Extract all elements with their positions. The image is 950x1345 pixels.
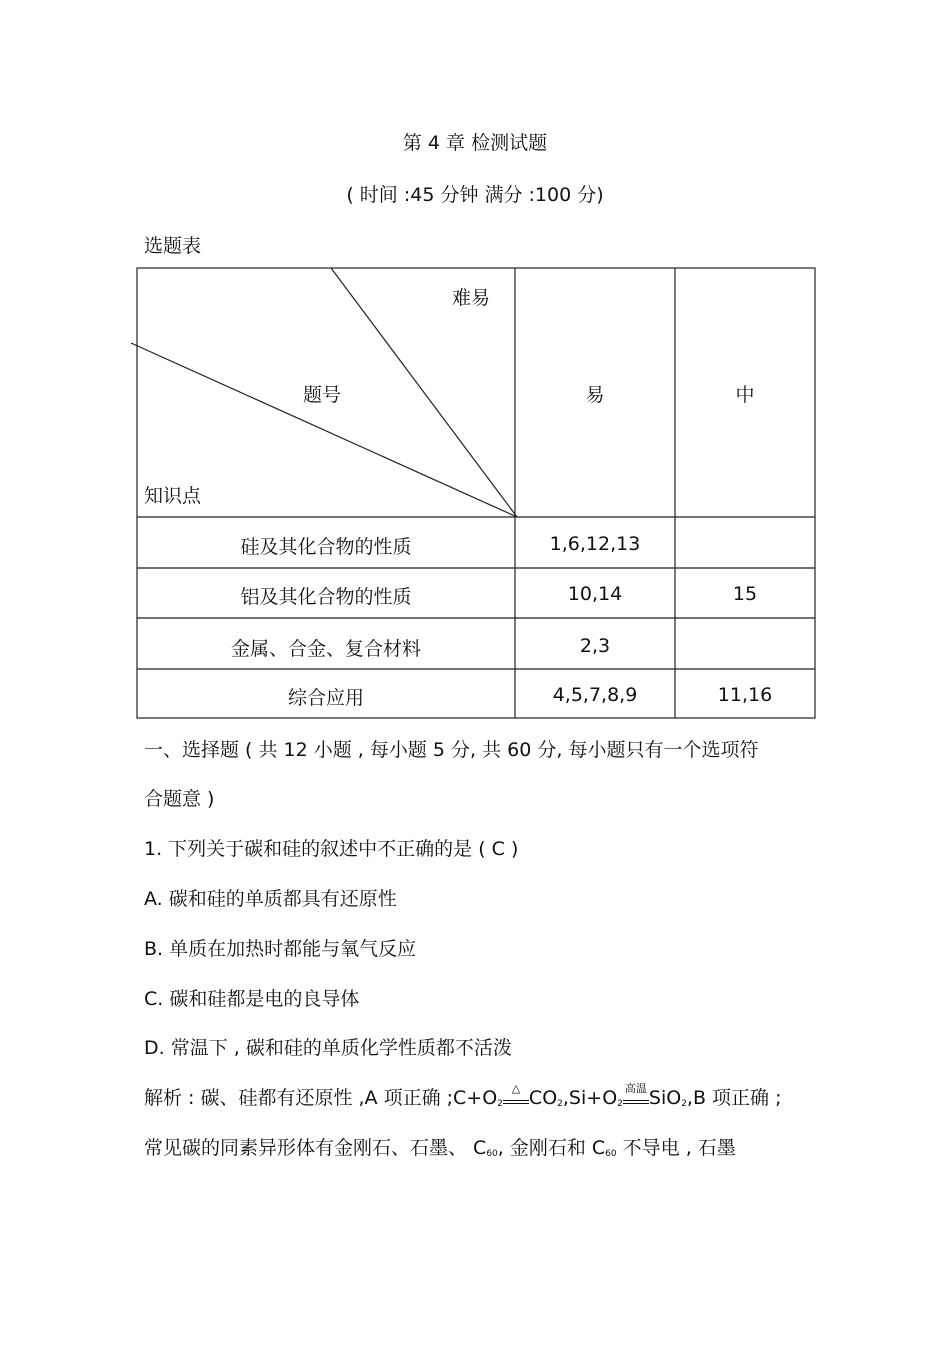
analysis-segment: SiO — [648, 1087, 682, 1109]
question-stem: 1. 下列关于碳和硅的叙述中不正确的是 ( C ) — [144, 838, 519, 860]
subscript: 2 — [557, 1099, 563, 1109]
analysis-segment: 解析 : 碳、硅都有还原性 ,A 项正确 ;C+O — [144, 1087, 498, 1109]
table-row-easy: 10,14 — [567, 583, 623, 605]
analysis-segment: 不导电 , 石墨 — [616, 1137, 736, 1159]
high-temp-label: 高温 — [624, 1081, 647, 1095]
column-header-easy: 易 — [585, 384, 605, 406]
corner-label-difficulty: 难易 — [452, 287, 491, 309]
section-heading: 一、选择题 ( 共 12 小题 , 每小题 5 分, 共 60 分, 每小题只有一个选项符 — [144, 739, 759, 761]
table-row-topic: 金属、合金、复合材料 — [230, 638, 421, 660]
analysis-text-continued — [144, 1133, 736, 1160]
table-row-topic: 铝及其化合物的性质 — [240, 586, 412, 608]
analysis-segment: , 金刚石和 C — [497, 1137, 606, 1159]
analysis-segment: ,Si+O — [562, 1087, 618, 1109]
exam-info: ( 时间 :45 分钟 满分 :100 分) — [346, 184, 604, 206]
table-row-medium: 15 — [732, 583, 758, 605]
table-row-medium: 11,16 — [717, 684, 773, 706]
reaction-condition-heat — [503, 1081, 529, 1109]
heat-symbol: △ — [511, 1081, 521, 1095]
analysis-segment: CO — [528, 1087, 558, 1109]
column-header-medium: 中 — [735, 384, 755, 406]
option-c: C. 碳和硅都是电的良导体 — [144, 988, 360, 1010]
subscript: 60 — [486, 1149, 498, 1159]
corner-label-question-number: 题号 — [303, 384, 342, 406]
table-row-topic: 综合应用 — [287, 687, 364, 709]
option-b: B. 单质在加热时都能与氧气反应 — [144, 938, 417, 960]
subscript: 2 — [617, 1099, 623, 1109]
option-a: A. 碳和硅的单质都具有还原性 — [144, 888, 397, 910]
table-row-easy: 1,6,12,13 — [549, 533, 641, 555]
reaction-condition-high-temp — [623, 1081, 649, 1109]
corner-label-knowledge-point: 知识点 — [144, 485, 202, 507]
subscript: 60 — [605, 1149, 617, 1159]
section-heading-continued: 合题意 ) — [144, 788, 215, 810]
analysis-segment: 常见碳的同素异形体有金刚石、石墨、 C — [144, 1137, 487, 1159]
subscript: 2 — [681, 1099, 687, 1109]
page-title: 第 4 章 检测试题 — [402, 132, 548, 154]
table-row-topic: 硅及其化合物的性质 — [240, 536, 412, 558]
analysis-segment: ,B 项正确 ; — [686, 1087, 782, 1109]
subscript: 2 — [497, 1099, 503, 1109]
analysis-text — [144, 1083, 781, 1110]
table-caption: 选题表 — [144, 235, 202, 257]
table-row-easy: 4,5,7,8,9 — [552, 684, 638, 706]
option-d: D. 常温下 , 碳和硅的单质化学性质都不活泼 — [144, 1037, 512, 1059]
table-row-easy: 2,3 — [579, 635, 611, 657]
